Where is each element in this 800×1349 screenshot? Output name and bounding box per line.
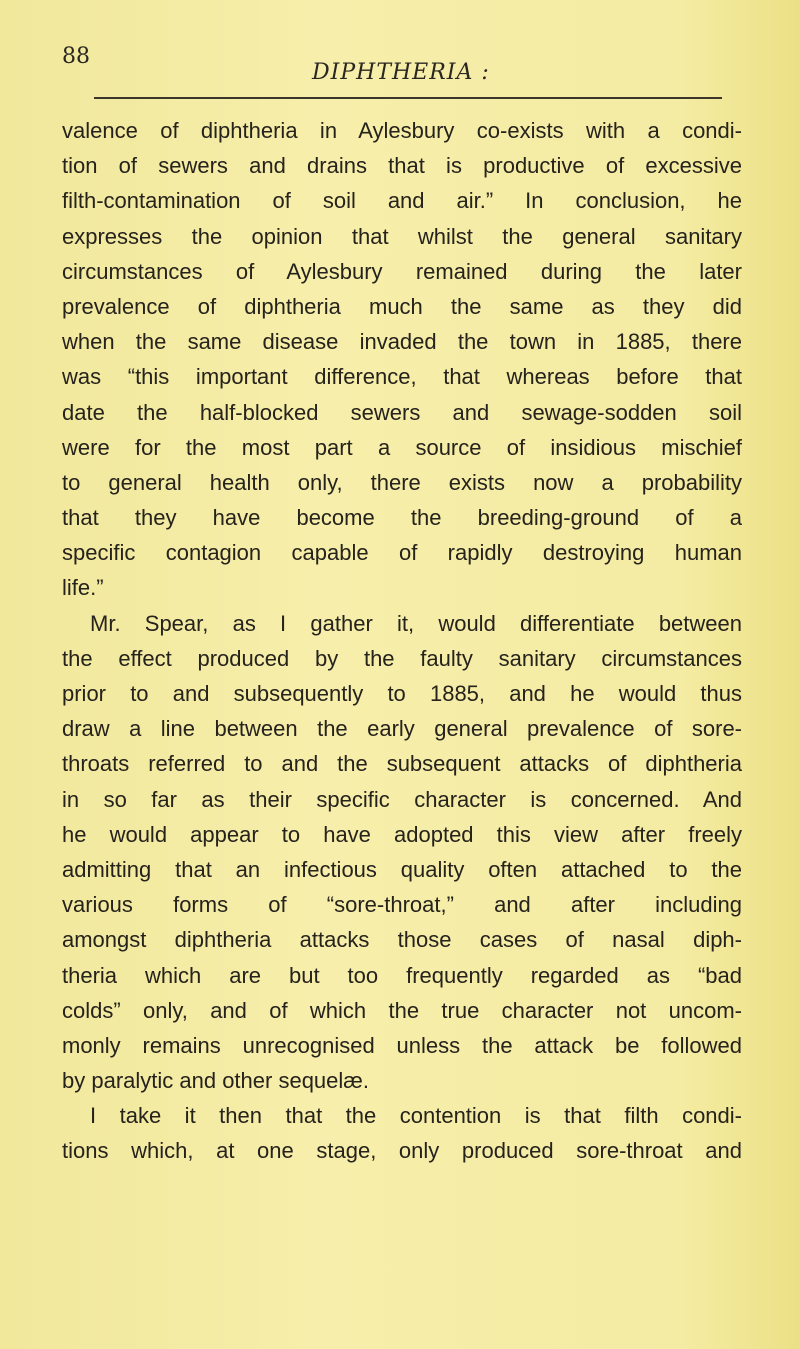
text-line: date the half-blocked sewers and sewage-sodden soil [62,399,742,425]
text-line: expresses the opinion that whilst the general sanitary [62,223,742,249]
text-line: life.” [62,575,104,601]
header-rule [94,97,722,99]
text-line: throats referred to and the subsequent attacks of diphtheria [62,751,742,777]
text-line: in so far as their specific character is concerned. And [62,786,742,812]
text-line: valence of diphtheria in Aylesbury co-exists with a condi- [62,118,742,143]
text-line: was “this important difference, that whereas before that [62,364,742,390]
text-line: monly remains unrecognised unless the attack be followed [62,1032,742,1058]
paragraph [62,113,742,606]
text-line: that they have become the breeding-ground of a [62,505,742,531]
text-line: Mr. Spear, as I gather it, would differentiate between [90,610,742,636]
text-line: tion of sewers and drains that is productive of excessive [62,153,742,179]
text-line: when the same disease invaded the town in 1885, there [62,329,742,355]
page-number: 88 [62,44,90,69]
text-line: various forms of “sore-throat,” and after including [62,892,742,918]
text-line: circumstances of Aylesbury remained during the later [62,258,742,284]
text-line: tions which, at one stage, only produced sore-throat and [62,1138,742,1164]
text-line: amongst diphtheria attacks those cases of nasal diph- [62,927,742,953]
text-line: by paralytic and other sequelæ. [62,1068,369,1094]
text-line: he would appear to have adopted this view after freely [62,821,742,847]
body-text [62,113,742,1169]
text-line: theria which are but too frequently regarded as “bad [62,962,742,988]
text-line: were for the most part a source of insidious mischief [62,434,742,460]
text-line: admitting that an infectious quality often attached to the [62,856,742,882]
text-line: draw a line between the early general prevalence of sore- [62,716,742,742]
text-line: the effect produced by the faulty sanitary circumstances [62,645,742,671]
paragraph [62,1098,742,1168]
text-line: specific contagion capable of rapidly destroying human [62,540,742,566]
text-line: to general health only, there exists now a probability [62,469,742,495]
text-line: filth-contamination of soil and air.” In conclusion, he [62,188,742,214]
text-line: prevalence of diphtheria much the same as they did [62,293,742,319]
text-line: prior to and subsequently to 1885, and he would thus [62,681,742,706]
text-line: I take it then that the contention is that filth condi- [90,1103,742,1129]
page-header [0,44,800,84]
paragraph [62,606,742,1099]
text-line: colds” only, and of which the true character not uncom- [62,997,742,1023]
running-head: DIPHTHERIA : [312,60,490,85]
